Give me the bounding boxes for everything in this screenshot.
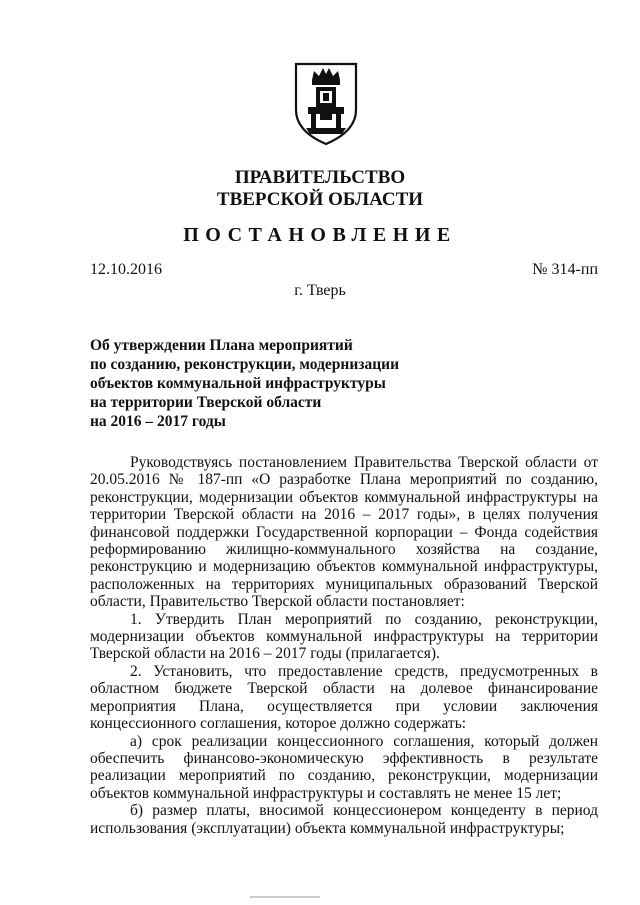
body-paragraph: 1. Утвердить План мероприятий по созданию, реконструкции, модернизации объектов коммунальной инфраструктуры на территории Тверской области на 2016 – 2017 годы (прилагается). — [90, 610, 598, 663]
document-number: № 314-пп — [532, 261, 598, 278]
organization-name-line-2: ТВЕРСКОЙ ОБЛАСТИ — [216, 189, 424, 210]
subject-line: на 2016 – 2017 годы — [90, 413, 226, 430]
body-paragraph: а) срок реализации концессионного соглашения, который должен обеспечить финансово-экономическую эффективность в результате реализации мероприятий по созданию, реконструкции, модернизации объектов коммунальной инфраструктуры и составлять не менее 15 лет; — [90, 732, 598, 802]
document-subject — [90, 336, 430, 431]
document-city: г. Тверь — [294, 282, 346, 299]
subject-line: объектов коммунальной инфраструктуры — [90, 375, 386, 392]
subject-line: на территории Тверской области — [90, 394, 322, 411]
body-paragraph: 2. Установить, что предоставление средств, предусмотренных в областном бюджете Тверской области на долевое финансирование мероприятия Плана, осуществляется при условии заключения концессионного соглашения, которое должно содержать: — [90, 662, 598, 733]
tver-coat-of-arms-icon — [292, 60, 360, 146]
subject-line: по созданию, реконструкции, модернизации — [90, 356, 400, 373]
body-paragraph: б) размер платы, вносимой концессионером концеденту в период использования (эксплуатации) объекта коммунальной инфраструктуры; — [90, 802, 598, 837]
document-body — [90, 454, 598, 837]
organization-name-line-1: ПРАВИТЕЛЬСТВО — [234, 167, 406, 188]
document-date: 12.10.2016 — [90, 261, 162, 278]
document-type-title: ПОСТАНОВЛЕНИЕ — [183, 224, 457, 246]
scan-artifact-divider — [250, 896, 320, 898]
body-paragraph: Руководствуясь постановлением Правительства Тверской области от 20.05.2016 № 187-пп «О разработке Плана мероприятий по созданию, реконструкции, модернизации объектов коммунальной инфраструктуры на территории Тверской области на 2016 – 2017 годы», в целях получения финансовой поддержки Государственной корпорации – Фонда содействия реформированию жилищно-коммунального хозяйства на создание, реконструкцию и модернизацию объектов коммунальной инфраструктуры, расположенных на территориях муниципальных образований Тверской области, Правительство Тверской области постановляет: — [90, 454, 598, 611]
subject-line: Об утверждении Плана мероприятий — [90, 337, 353, 354]
